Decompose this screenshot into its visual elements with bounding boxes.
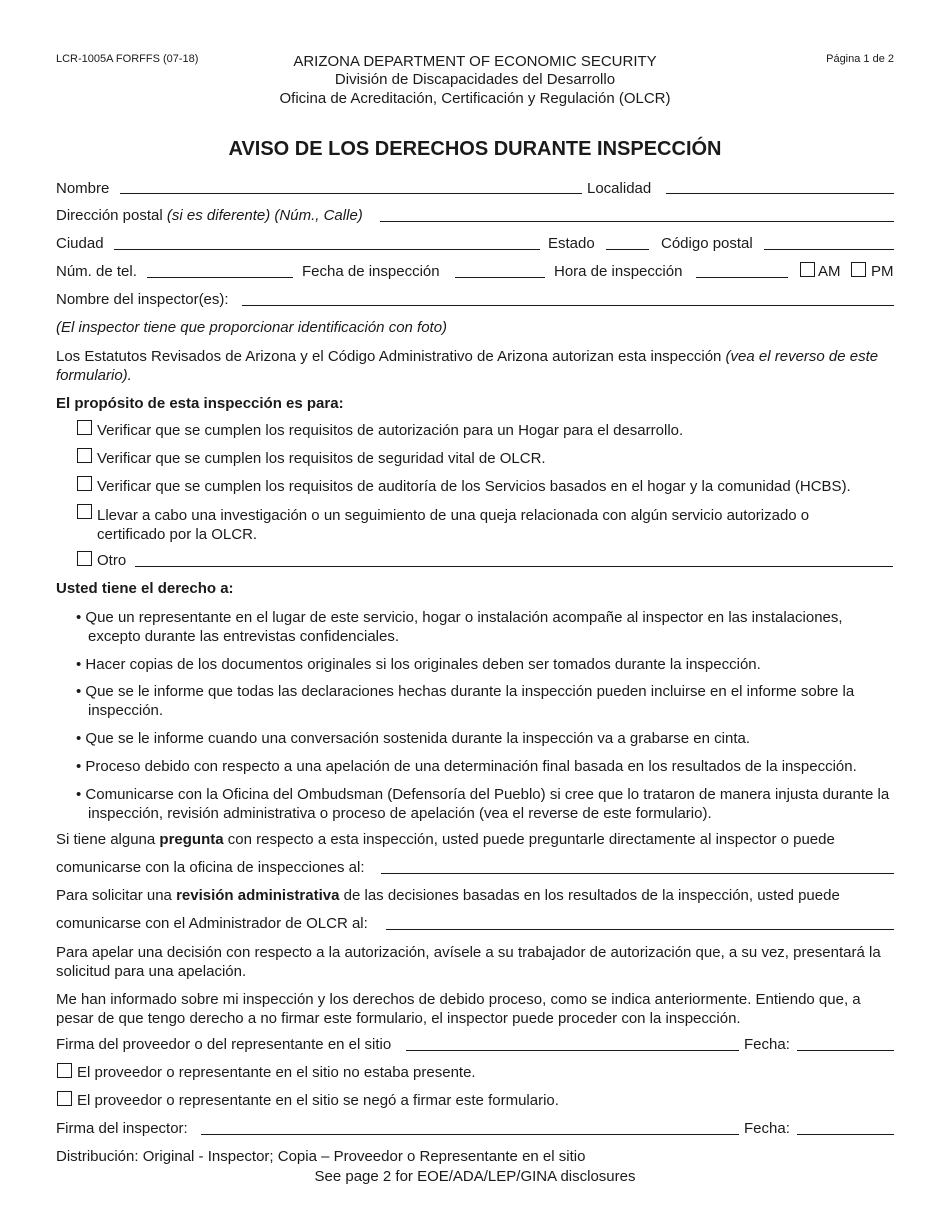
olcr-admin-field[interactable] [386, 929, 894, 930]
localidad-field[interactable] [666, 193, 894, 194]
direccion-label: Dirección postal [56, 207, 163, 224]
estado-field[interactable] [606, 249, 649, 250]
id-note: (El inspector tiene que proporcionar identificación con foto) [56, 319, 448, 336]
rights-item: • Que se le informe cuando una conversación sostenida durante la inspección va a grabarse en cinta. [76, 730, 750, 747]
agency-name: ARIZONA DEPARTMENT OF ECONOMIC SECURITY [293, 53, 657, 70]
questions-line2: comunicarse con la oficina de inspecciones al: [56, 859, 365, 876]
statutes-text: Los Estatutos Revisados de Arizona y el Código Administrativo de Arizona autorizan esta inspección [56, 348, 726, 365]
direccion-label-row [56, 207, 363, 224]
inspector-label: Nombre del inspector(es): [56, 291, 229, 308]
purpose-checkbox-hcbs[interactable] [77, 476, 92, 491]
nombre-field[interactable] [120, 193, 582, 194]
review-line1: Para solicitar una revisión administrativa de las decisiones basadas en los resultados de la inspección, usted puede [56, 887, 840, 904]
page-number: Página 1 de 2 [826, 53, 894, 65]
purpose-checkbox-queja[interactable] [77, 504, 92, 519]
purpose-option-hcbs: Verificar que se cumplen los requisitos de auditoría de los Servicios basados en el hogar y la comunidad (HCBS). [97, 478, 851, 495]
rights-item: • Que un representante en el lugar de este servicio, hogar o instalación acompañe al inspector en las instalaciones, excepto durante las entrevistas confidenciales. [76, 609, 843, 645]
refused-label: El proveedor o representante en el sitio se negó a firmar este formulario. [77, 1092, 559, 1109]
not-present-checkbox[interactable] [57, 1063, 72, 1078]
rights-item: • Que se le informe que todas las declaraciones hechas durante la inspección pueden incluirse en el informe sobre la inspección. [76, 683, 855, 719]
fecha-inspeccion-label: Fecha de inspección [302, 263, 440, 280]
rights-heading: Usted tiene el derecho a: [56, 580, 234, 597]
direccion-note: (si es diferente) (Núm., Calle) [166, 207, 363, 224]
direccion-field[interactable] [380, 221, 894, 222]
purpose-checkbox-hogar[interactable] [77, 420, 92, 435]
codigo-postal-label: Código postal [661, 235, 753, 252]
division-name: División de Discapacidades del Desarrollo [334, 71, 616, 88]
not-present-label: El proveedor o representante en el sitio no estaba presente. [77, 1064, 476, 1081]
otro-field[interactable] [135, 566, 893, 567]
fecha-inspeccion-field[interactable] [455, 277, 545, 278]
rights-item: • Proceso debido con respecto a una apelación de una determinación final basada en los resultados de la inspección. [76, 758, 857, 775]
distribution-note: Distribución: Original - Inspector; Copia – Proveedor o Representante en el sitio [56, 1148, 586, 1165]
provider-date-field[interactable] [797, 1050, 894, 1051]
provider-signature-label: Firma del proveedor o del representante en el sitio [56, 1036, 392, 1053]
purpose-option-hogar: Verificar que se cumplen los requisitos de autorización para un Hogar para el desarrollo. [97, 422, 684, 439]
inspector-date-field[interactable] [797, 1134, 894, 1135]
form-id: LCR-1005A FORFFS (07-18) [56, 53, 199, 65]
am-label: AM [818, 263, 841, 280]
acknowledge-paragraph: Me han informado sobre mi inspección y los derechos de debido proceso, como se indica anteriormente. Entiendo que, a pesar de que tengo derecho a no firmar este formulario, el inspector puede proceder con la inspección. [56, 991, 861, 1027]
hora-inspeccion-field[interactable] [696, 277, 788, 278]
codigo-postal-field[interactable] [764, 249, 894, 250]
page-title: AVISO DE LOS DERECHOS DURANTE INSPECCIÓN [228, 138, 722, 160]
ciudad-label: Ciudad [56, 235, 104, 252]
statutes-note: (vea el reverso de este formulario). [56, 348, 879, 384]
purpose-heading: El propósito de esta inspección es para: [56, 395, 344, 412]
inspection-office-field[interactable] [381, 873, 894, 874]
hora-inspeccion-label: Hora de inspección [554, 263, 683, 280]
estado-label: Estado [548, 235, 595, 252]
purpose-option-otro: Otro [97, 552, 127, 569]
pm-checkbox[interactable] [851, 262, 866, 277]
inspector-field[interactable] [242, 305, 894, 306]
pm-label: PM [871, 263, 894, 280]
review-line2: comunicarse con el Administrador de OLCR al: [56, 915, 368, 932]
rights-item: • Comunicarse con la Oficina del Ombudsman (Defensoría del Pueblo) si cree que lo trataron de manera injusta durante la inspección, revisión administrativa o proceso de apelación (vea el reverse de este formulario). [76, 786, 890, 822]
inspector-date-label: Fecha: [744, 1120, 790, 1137]
questions-line1: Si tiene alguna pregunta con respecto a esta inspección, usted puede preguntarle directamente al inspector o puede [56, 831, 835, 848]
telefono-field[interactable] [147, 277, 293, 278]
telefono-label: Núm. de tel. [56, 263, 137, 280]
purpose-option-seguridad: Verificar que se cumplen los requisitos de seguridad vital de OLCR. [97, 450, 546, 467]
provider-signature-field[interactable] [406, 1050, 739, 1051]
inspector-signature-label: Firma del inspector: [56, 1120, 188, 1137]
appeal-paragraph: Para apelar una decisión con respecto a la autorización, avísele a su trabajador de autorización que, a su vez, presentará la solicitud para una apelación. [56, 944, 881, 980]
rights-item: • Hacer copias de los documentos originales si los originales deben ser tomados durante la inspección. [76, 656, 761, 673]
refused-checkbox[interactable] [57, 1091, 72, 1106]
purpose-checkbox-seguridad[interactable] [77, 448, 92, 463]
localidad-label: Localidad [587, 180, 652, 197]
office-name: Oficina de Acreditación, Certificación y Regulación (OLCR) [279, 90, 671, 107]
provider-date-label: Fecha: [744, 1036, 790, 1053]
purpose-option-queja: Llevar a cabo una investigación o un seguimiento de una queja relacionada con algún servicio autorizado o certificado por la OLCR. [97, 507, 810, 543]
am-checkbox[interactable] [800, 262, 815, 277]
purpose-checkbox-otro[interactable] [77, 551, 92, 566]
inspector-signature-field[interactable] [201, 1134, 739, 1135]
disclosure-note: See page 2 for EOE/ADA/LEP/GINA disclosures [314, 1168, 636, 1185]
statutes-paragraph [56, 347, 896, 385]
nombre-label: Nombre [56, 180, 110, 197]
ciudad-field[interactable] [114, 249, 540, 250]
